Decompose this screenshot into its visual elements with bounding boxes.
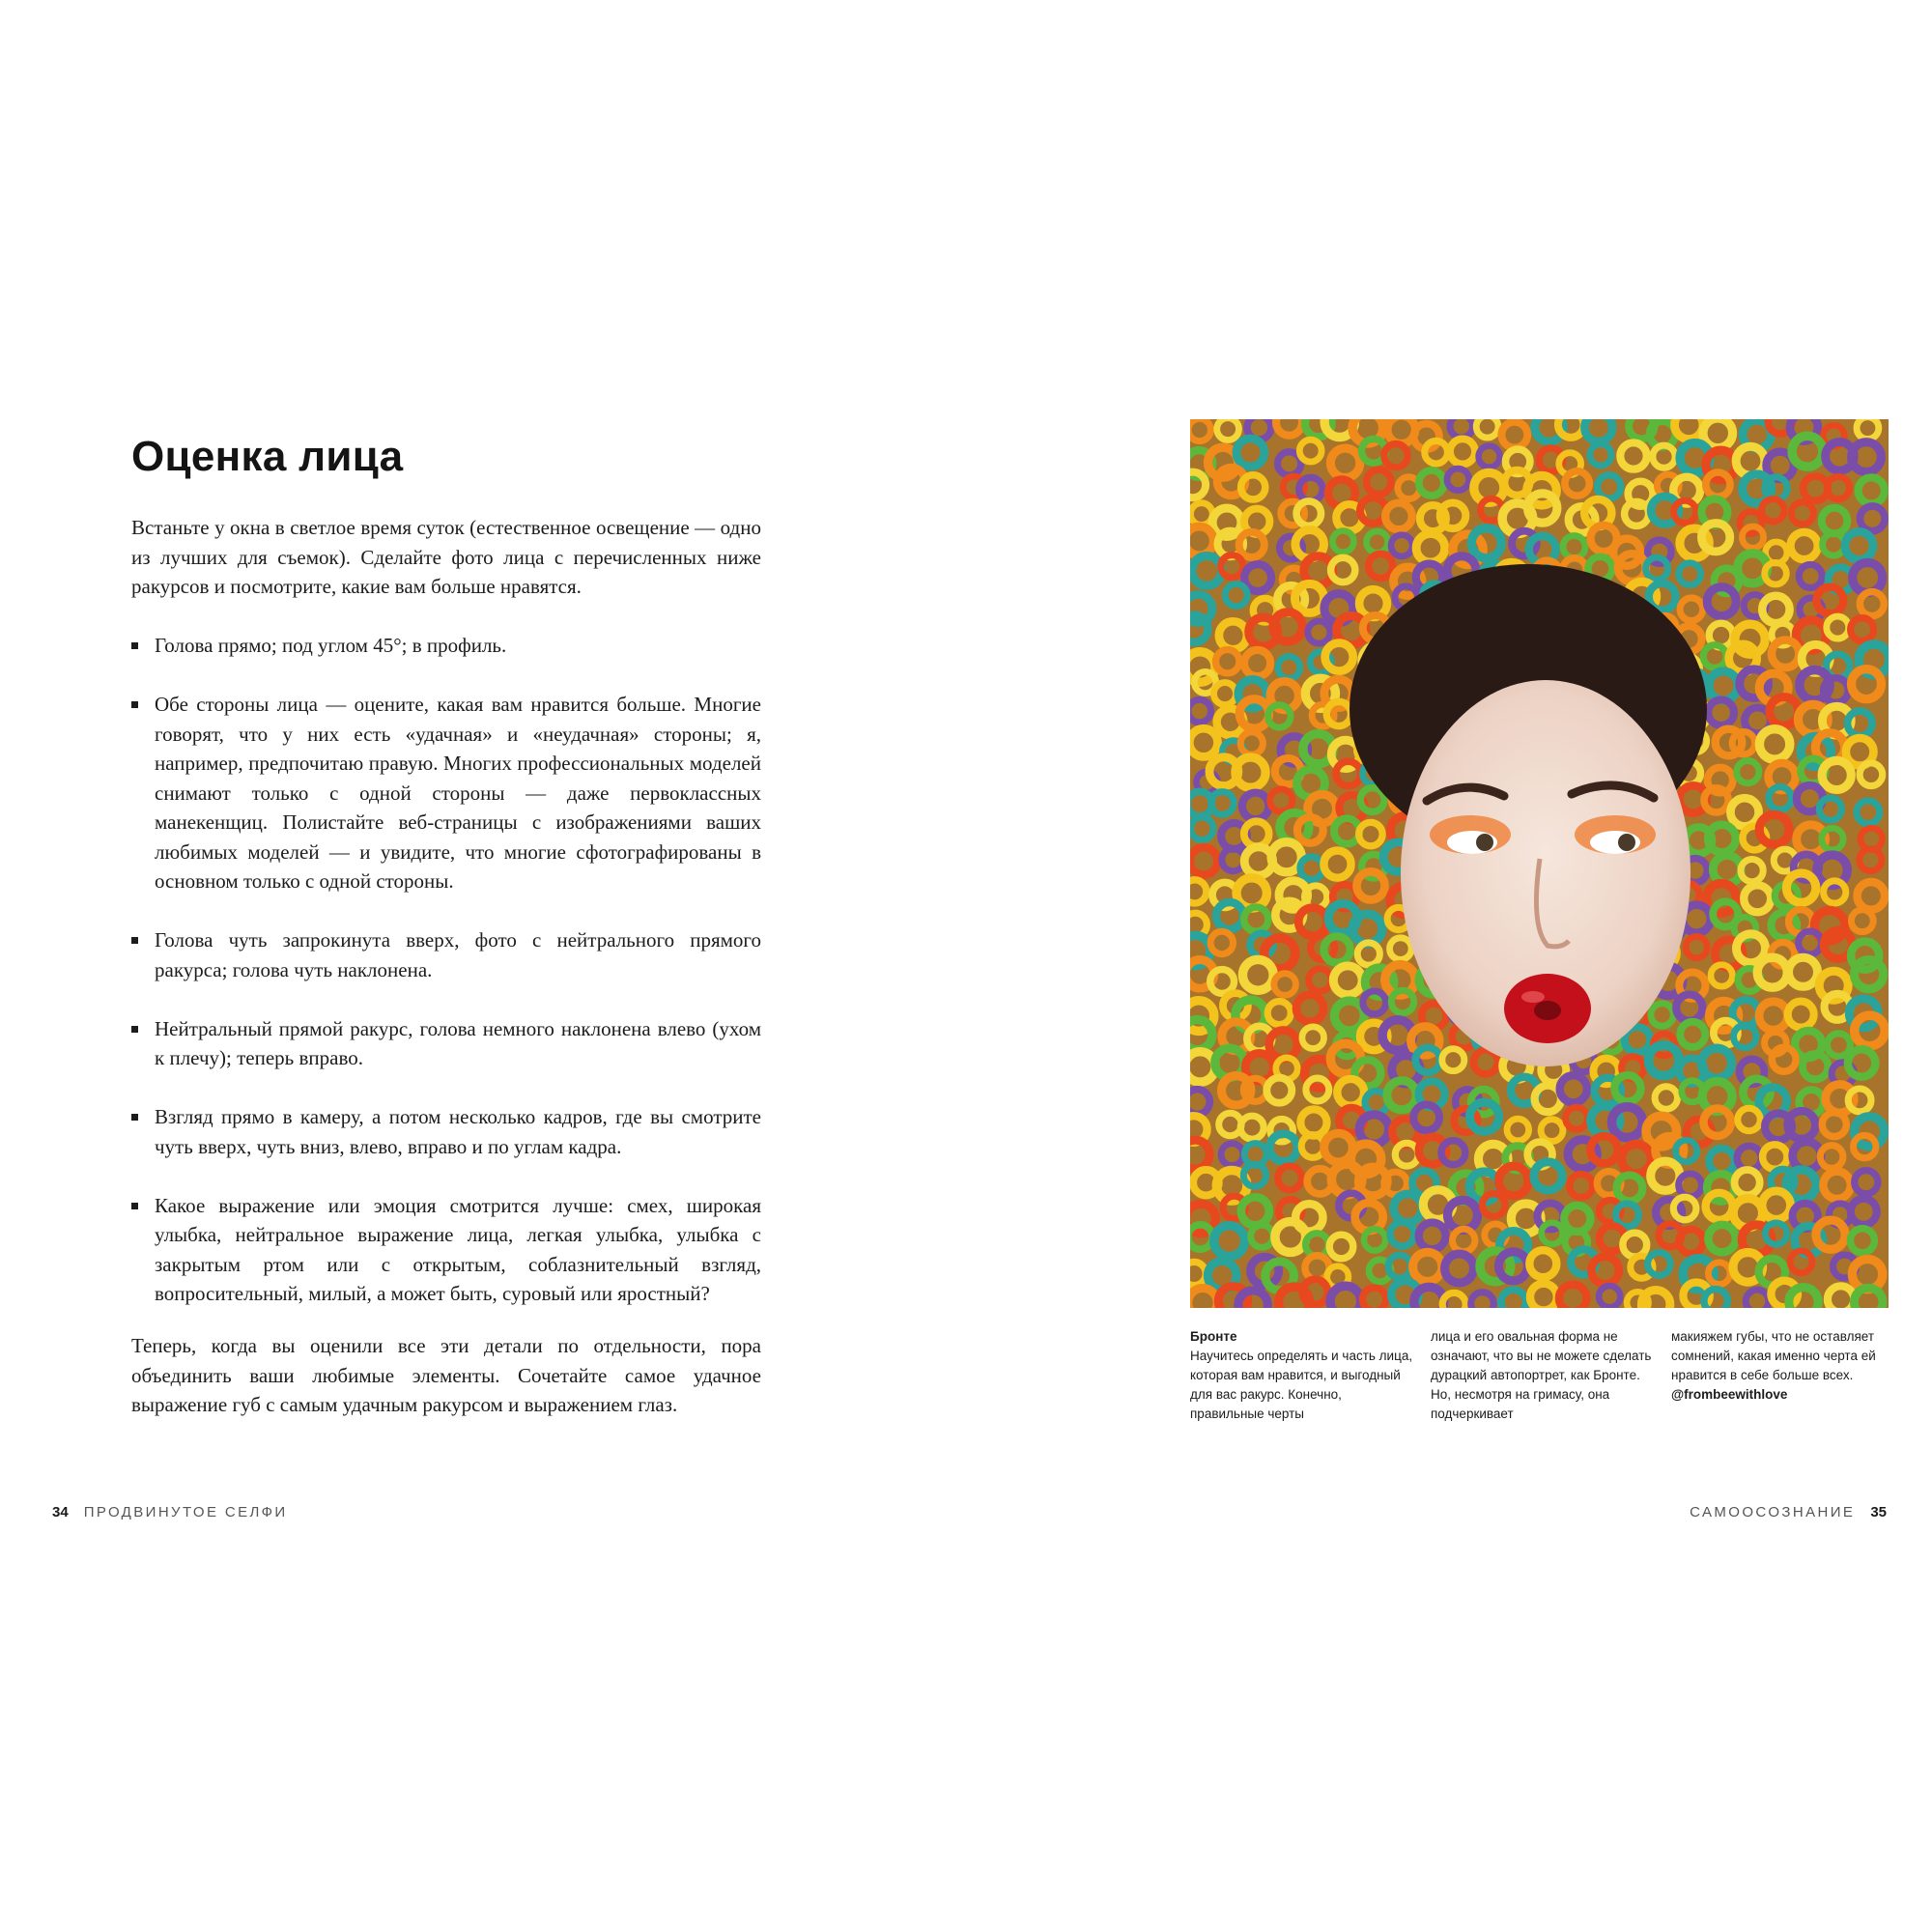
right-page <box>966 0 1932 1932</box>
list-item: Голова чуть запрокинута вверх, фото с нейтрального прямого ракурса; голова чуть наклонена. <box>131 925 761 984</box>
page-heading: Оценка лица <box>131 433 404 480</box>
list-item: Голова прямо; под углом 45°; в профиль. <box>131 631 761 661</box>
list-item: Какое выражение или эмоция смотрится лучше: смех, широкая улыбка, нейтральное выражение лица, легкая улыбка, улыбка с закрытым ртом или с открытым, соблазнительный взгляд, вопросительный, милый, а может быть, суровый или яростный? <box>131 1191 761 1309</box>
page-number-right: 35 <box>1870 1504 1887 1520</box>
footer-right <box>1674 1504 1887 1520</box>
bullet-marker <box>131 701 138 708</box>
running-head-right: САМООСОЗНАНИЕ <box>1690 1504 1856 1520</box>
list-item: Взгляд прямо в камеру, а потом несколько кадров, где вы смотрите чуть вверх, чуть вниз, влево, вправо и по углам кадра. <box>131 1102 761 1161</box>
list-item: Нейтральный прямой ракурс, голова немного наклонена влево (ухом к плечу); теперь вправо. <box>131 1014 761 1073</box>
bullet-marker <box>131 1203 138 1209</box>
caption-text-1: Научитесь определять и часть лица, которая вам нравится, и выгодный для вас ракурс. Конечно, правильные черты <box>1190 1349 1413 1421</box>
caption-title: Бронте <box>1190 1329 1237 1344</box>
photo-illustration <box>1190 419 1889 1308</box>
intro-paragraph: Встаньте у окна в светлое время суток (естественное освещение — одно из лучших для съемок). Сделайте фото лица с перечисленных ниже ракурсов и посмотрите, какие вам больше нравятся. <box>131 516 761 598</box>
bullet-marker <box>131 937 138 944</box>
left-pupil <box>1476 834 1493 851</box>
running-head-left: ПРОДВИНУТОЕ СЕЛФИ <box>83 1504 288 1520</box>
photo-face-in-cereal <box>1190 419 1889 1308</box>
caption-text-3: макияжем губы, что не оставляет сомнений, какая именно черта ей нравится в себе больше всех. <box>1671 1329 1876 1382</box>
bullet-marker <box>131 1114 138 1121</box>
bullet-marker <box>131 1026 138 1033</box>
list-item: Обе стороны лица — оцените, какая вам нравится больше. Многие говорят, что у них есть «удачная» и «неудачная» стороны; я, например, предпочитаю правую. Многих профессиональных моделей снимают только с одной стороны — даже первоклассных манекенщиц. Полистайте веб-страницы с изображениями ваших любимых моделей — и увидите, что многие сфотографированы в основном только с одной стороны. <box>131 690 761 896</box>
caption-column-1 <box>1190 1327 1414 1424</box>
caption-column-3 <box>1671 1327 1895 1405</box>
bullet-list <box>131 631 761 1338</box>
caption-column-2 <box>1431 1327 1655 1424</box>
page-number-left: 34 <box>52 1504 69 1520</box>
lips-highlight <box>1521 991 1545 1003</box>
lips-center <box>1534 1001 1561 1020</box>
outro-paragraph: Теперь, когда вы оценили все эти детали по отдельности, пора объединить ваши любимые элементы. Сочетайте самое удачное выражение губ с самым удачным ракурсом и выражением глаз. <box>131 1334 761 1416</box>
right-pupil <box>1618 834 1635 851</box>
caption-text-2: лица и его овальная форма не означают, что вы не можете сделать дурацкий автопортрет, как Бронте. Но, несмотря на гримасу, она подчеркивает <box>1431 1329 1652 1421</box>
footer-left <box>52 1504 303 1520</box>
bullet-marker <box>131 642 138 649</box>
instagram-handle: @frombeewithlove <box>1671 1387 1788 1402</box>
